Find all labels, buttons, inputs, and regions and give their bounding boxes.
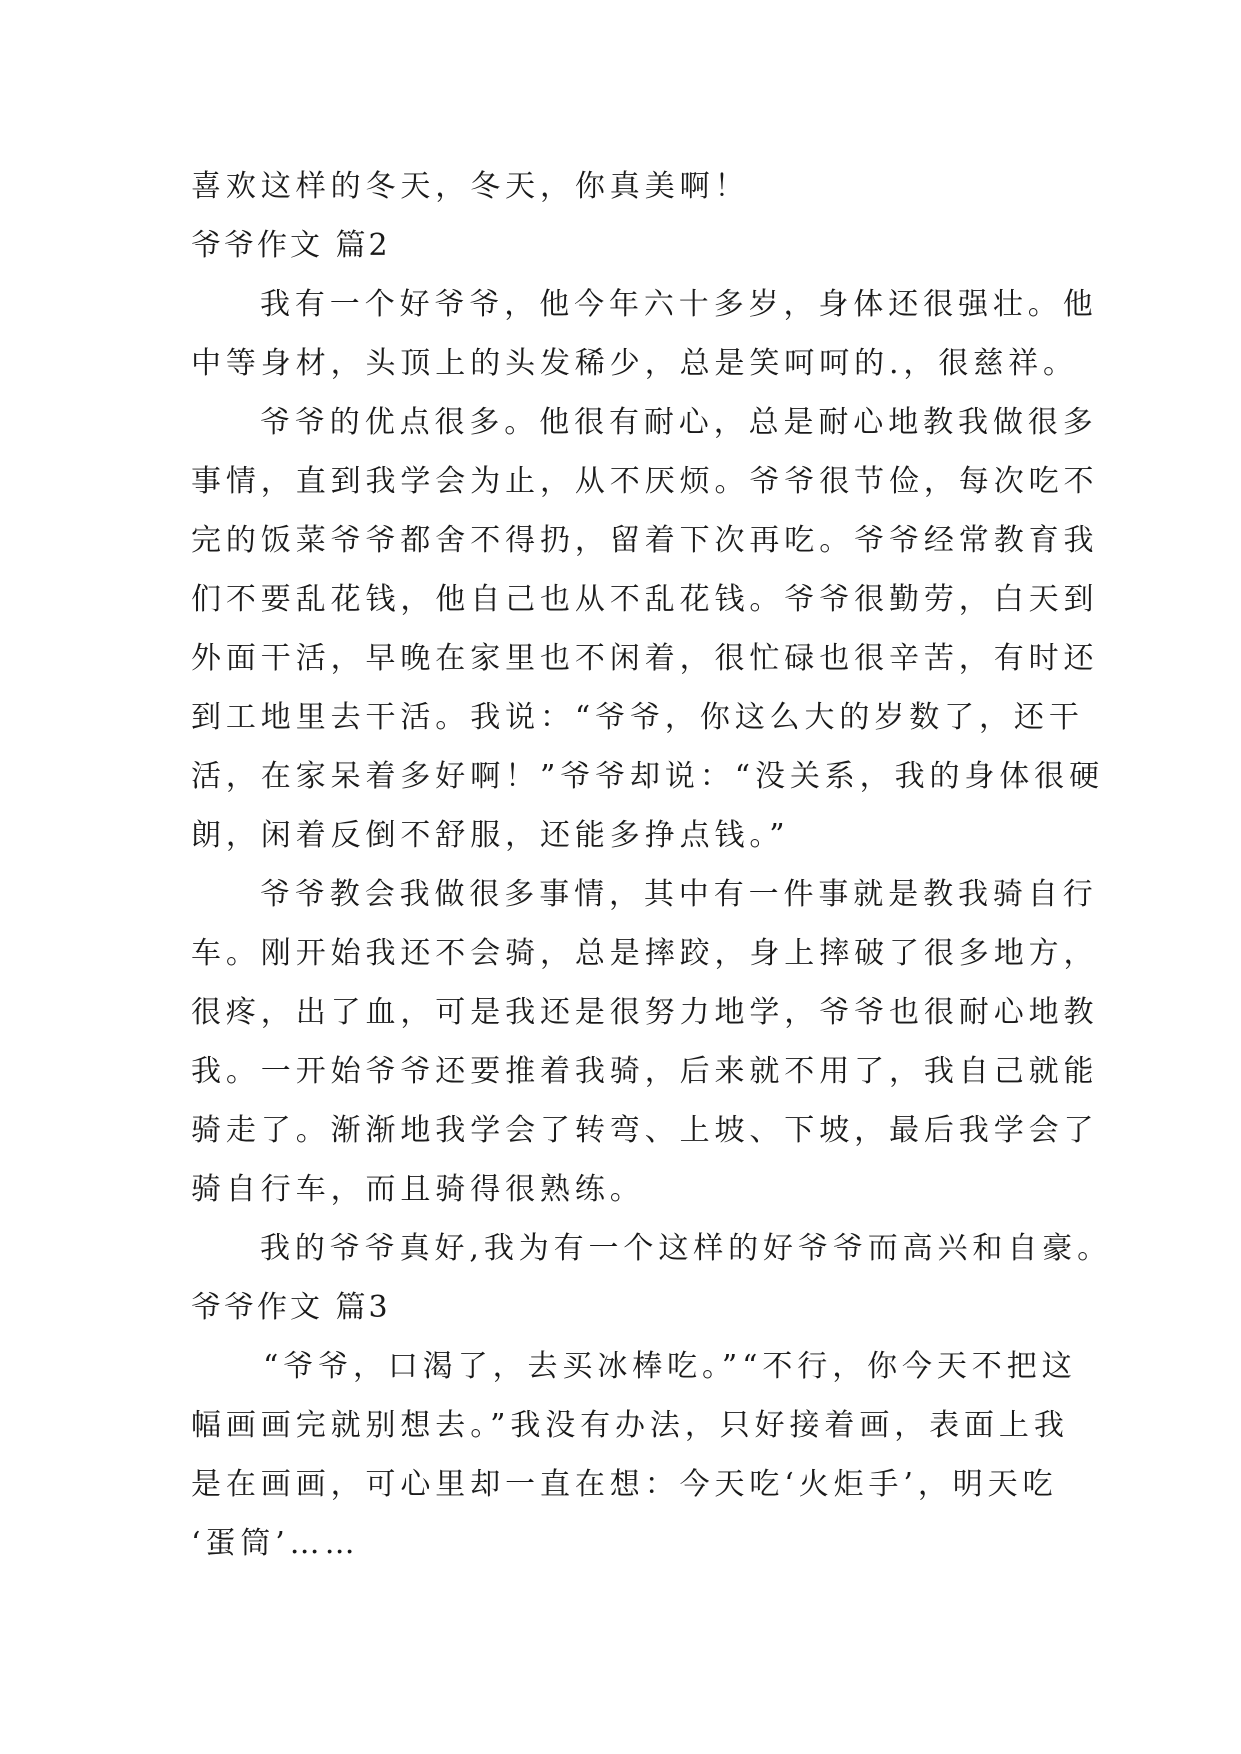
text-line: 我。一开始爷爷还要推着我骑，后来就不用了，我自己就能 [191,1054,1099,1089]
text-line: 是在画画，可心里却一直在想：今天吃‘火炬手’，明天吃 [191,1467,1058,1502]
text-line: 幅画画完就别想去。”我没有办法，只好接着画，表面上我 [191,1408,1069,1443]
text-line: 到工地里去干活。我说：“爷爷，你这么大的岁数了，还干 [191,700,1084,735]
text-line: 车。刚开始我还不会骑，总是摔跤，身上摔破了很多地方， [191,936,1099,971]
text-line: “爷爷，口渴了，去买冰棒吃。”“不行，你今天不把这 [263,1349,1077,1384]
text-line: 们不要乱花钱，他自己也从不乱花钱。爷爷很勤劳，白天到 [191,582,1099,617]
text-line: 完的饭菜爷爷都舍不得扔，留着下次再吃。爷爷经常教育我 [191,523,1099,558]
text-line: 朗，闲着反倒不舒服，还能多挣点钱。” [191,818,790,853]
text-line: 我的爷爷真好,我为有一个这样的好爷爷而高兴和自豪。 [260,1231,1113,1266]
text-line: 外面干活，早晚在家里也不闲着，很忙碌也很辛苦，有时还 [191,641,1099,676]
text-line: 事情，直到我学会为止，从不厌烦。爷爷很节俭，每次吃不 [191,464,1099,499]
text-line: 爷爷的优点很多。他很有耐心，总是耐心地教我做很多 [260,405,1098,440]
section-heading: 爷爷作文 篇2 [191,228,391,263]
text-line: 很疼，出了血，可是我还是很努力地学，爷爷也很耐心地教 [191,995,1099,1030]
text-line: 中等身材，头顶上的头发稀少，总是笑呵呵的.，很慈祥。 [191,346,1078,381]
text-line: 骑走了。渐渐地我学会了转弯、上坡、下坡，最后我学会了 [191,1113,1099,1148]
text-line: 爷爷教会我做很多事情，其中有一件事就是教我骑自行 [260,877,1098,912]
section-heading: 爷爷作文 篇3 [191,1290,391,1325]
text-line: 喜欢这样的冬天，冬天，你真美啊！ [191,169,750,204]
text-line: ‘蛋筒’…… [191,1526,360,1561]
text-line: 活，在家呆着多好啊！”爷爷却说：“没关系，我的身体很硬 [191,759,1104,794]
text-line: 骑自行车，而且骑得很熟练。 [191,1172,645,1207]
document-page [191,157,1113,1573]
text-line: 我有一个好爷爷，他今年六十多岁，身体还很强壮。他 [260,287,1098,322]
